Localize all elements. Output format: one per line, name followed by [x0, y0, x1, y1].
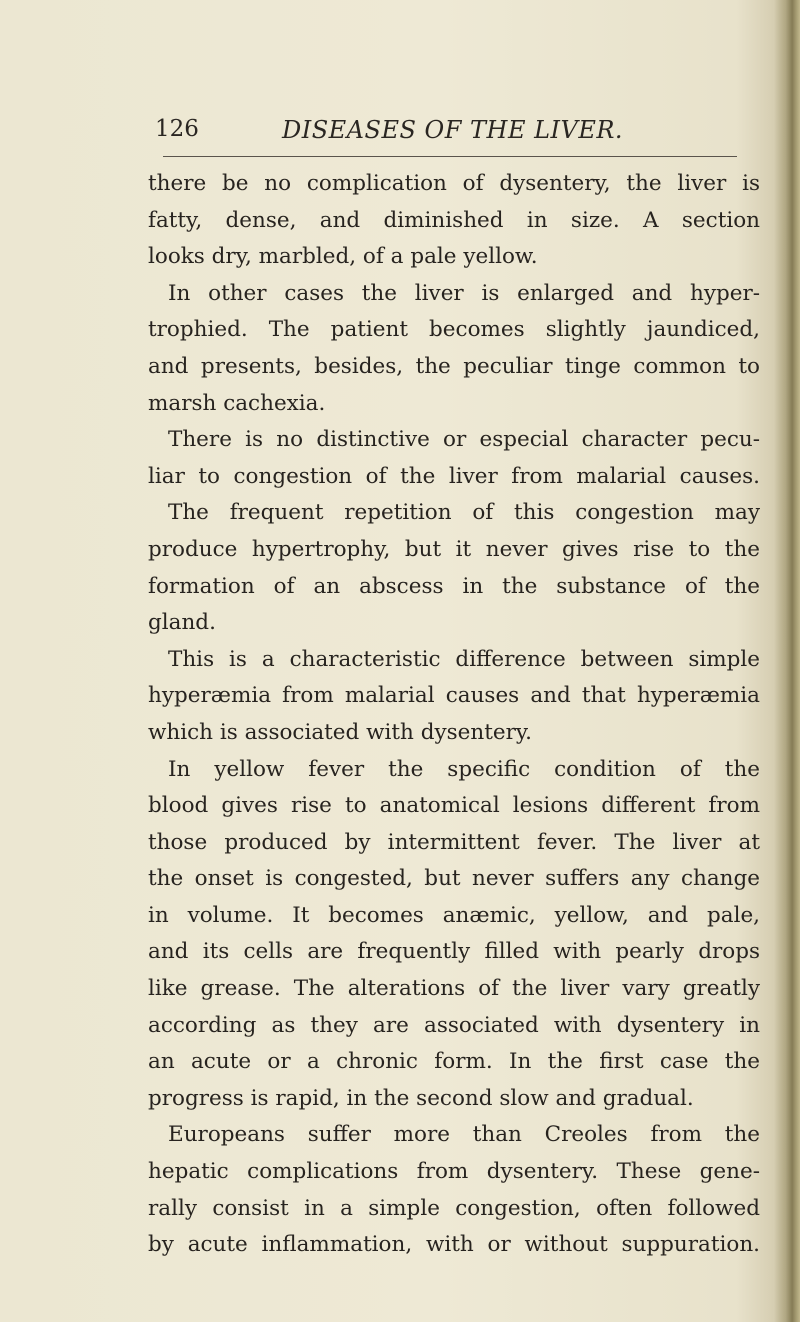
text-line: gland.: [148, 610, 216, 636]
text-line: and presents, besides, the peculiar tinge common to: [148, 353, 760, 379]
text-line: like grease. The alterations of the liver vary greatly: [148, 976, 760, 1002]
text-line: blood gives rise to anatomical lesions different from: [148, 793, 760, 819]
text-line: There is no distinctive or especial character pecu-: [168, 427, 760, 453]
header-rule: [163, 156, 737, 157]
text-line: rally consist in a simple congestion, often followed: [148, 1195, 760, 1221]
text-line: an acute or a chronic form. In the first case the: [148, 1049, 760, 1075]
text-line: which is associated with dysentery.: [148, 719, 532, 745]
text-line: hepatic complications from dysentery. These gene-: [148, 1159, 760, 1185]
text-line: formation of an abscess in the substance of the: [148, 573, 760, 599]
running-head: DISEASES OF THE LIVER.: [282, 116, 624, 144]
text-line: the onset is congested, but never suffers any change: [148, 866, 760, 892]
body-text: [148, 166, 760, 1264]
text-line: marsh cachexia.: [148, 390, 326, 416]
text-line: In yellow fever the specific condition of the: [168, 756, 760, 782]
text-line: In other cases the liver is enlarged and hyper-: [168, 280, 760, 306]
text-line: progress is rapid, in the second slow and gradual.: [148, 1085, 694, 1111]
text-line: fatty, dense, and diminished in size. A section: [148, 207, 760, 233]
text-line: This is a characteristic difference between simple: [168, 646, 760, 672]
text-line: by acute inflammation, with or without suppuration.: [148, 1232, 760, 1258]
text-line: and its cells are frequently filled with pearly drops: [148, 939, 760, 965]
text-line: liar to congestion of the liver from malarial causes.: [148, 463, 760, 489]
text-line: hyperæmia from malarial causes and that hyperæmia: [148, 683, 760, 709]
text-line: Europeans suffer more than Creoles from the: [168, 1122, 760, 1148]
page-header: [155, 116, 755, 156]
text-line: trophied. The patient becomes slightly jaundiced,: [148, 317, 760, 343]
text-line: The frequent repetition of this congestion may: [168, 500, 760, 526]
page-number: 126: [155, 116, 199, 142]
text-line: there be no complication of dysentery, the liver is: [148, 171, 760, 196]
text-line: looks dry, marbled, of a pale yellow.: [148, 244, 538, 270]
text-line: those produced by intermittent fever. The liver at: [148, 829, 760, 855]
page-edge-shadow: [774, 0, 800, 1322]
text-line: in volume. It becomes anæmic, yellow, and pale,: [148, 902, 760, 928]
text-line: according as they are associated with dysentery in: [148, 1012, 760, 1038]
text-line: produce hypertrophy, but it never gives rise to the: [148, 536, 760, 562]
